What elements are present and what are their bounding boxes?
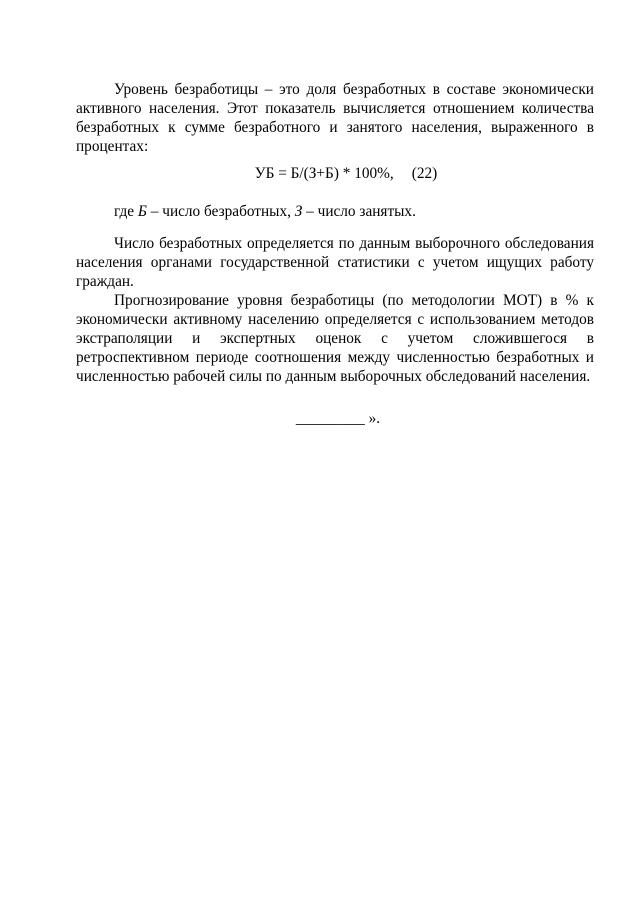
legend-var-unemployed: Б — [137, 203, 147, 220]
legend-desc-employed: – число занятых. — [302, 203, 416, 220]
paragraph-forecasting: Прогнозирование уровня безработицы (по методологии МОТ) в % к экономически активному населению определяется с использованием методов экстраполяции и экспертных оценок с учетом сложившегося в ретроспективном периоде соотношения между численностью безработных и численностью рабочей силы по данным выборочных обследований населения. — [76, 292, 594, 385]
formula-expression: УБ = Б/(З+Б) * 100%, — [254, 165, 394, 182]
paragraph-unemployed-count: Число безработных определяется по данным выборочного обследования населения органами государственной статистики с учетом ищущих работу граждан. — [76, 235, 594, 290]
legend-prefix: где — [114, 203, 138, 220]
formula-line — [0, 164, 640, 183]
legend-desc-unemployed: – число безработных, — [146, 203, 295, 220]
closing-blank: _________ ». — [295, 410, 381, 427]
legend-var-employed: З — [294, 203, 303, 220]
formula-number: (22) — [411, 165, 438, 182]
formula-legend — [114, 202, 416, 221]
closing-line — [0, 409, 640, 428]
paragraph-unemployment-definition: Уровень безработицы – это доля безработных в составе экономически активного населения. Этот показатель вычисляется отношением количества безработных к сумме безработного и занятого населения, выраженного в процентах: — [76, 81, 594, 155]
